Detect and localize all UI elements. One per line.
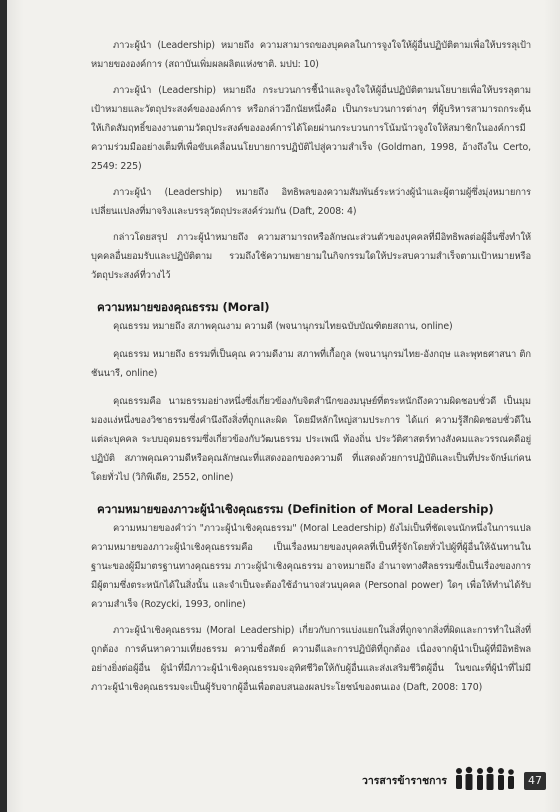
journal-title: วารสารข้าราชการ [362, 775, 448, 787]
page-number: 47 [524, 772, 546, 790]
page-content [91, 36, 531, 704]
heading-moral-leadership: ความหมายของภาวะผู้นำเชิงคุณธรรม (Definition of Moral Leadership) [97, 502, 494, 516]
paragraph-moral-leadership-1: ความหมายของคำว่า "ภาวะผู้นำเชิงคุณธรรม" (Moral Leadership) ยังไม่เป็นที่ชัดเจนนักหนึ่งในการแปลความหมายของภาวะผู้นำเชิงคุณธรรมคือ เป็นเรื่องหมายของบุคคลที่เป็นที่รู้จักโดยทั่วไปผู้ที่ผู้อื่นให้ฉันทานในฐานะของผู้มีมาตรฐานทางคุณธรรม ภาวะผู้นำเชิงคุณธรรม อาจหมายถึง อำนาจทางศีลธรรมซึ่งเป็นเรื่องของการมีผู้ตามซึ่งตระหนักได้ในสิ่งนั้น และจำเป็นจะต้องใช้อำนาจส่วนบุคคล (Personal power) ใดๆ เพื่อให้ทำนได้รับความสำเร็จ (Rozycki, 1993, online) [91, 523, 531, 610]
document-page [7, 0, 560, 812]
paragraph-leadership-2: ภาวะผู้นำ (Leadership) หมายถึง กระบวนการชี้นำและจูงใจให้ผู้อื่นปฏิบัติตามนโยบายเพื่อให้บรรลุตามเป้าหมายและวัตถุประสงค์ขององค์การ หรือกล่าวอีกนัยหนึ่งคือ เป็นกระบวนการต่างๆ ที่ผู้บริหารสามารถกระตุ้นให้เกิดสัมฤทธิ์ของงานตามวัตถุประสงค์ขององค์การได้โดยผ่านกระบวนการโน้มน้าวจูงใจให้สมาชิกในองค์การมีความร่วมมืออย่างเต็มที่เพื่อขับเคลื่อนนโยบายการปฏิบัติไปสู่ความสำเร็จ (Goldman, 1998, อ้างถึงใน Certo, 2549: 225) [91, 85, 531, 172]
paragraph-moral-2: คุณธรรม หมายถึง ธรรมที่เป็นคุณ ความดีงาม สภาพที่เกื้อกูล (พจนานุกรมไทย-อังกฤษ และพุทธศาสนา ติกชันนารี, online) [91, 349, 531, 379]
paragraph-leadership-3: ภาวะผู้นำ (Leadership) หมายถึง อิทธิพลของความสัมพันธ์ระหว่างผู้นำและผู้ตามผู้ซึ่งมุ่งหมายการเปลี่ยนแปลงที่มาจริงและบรรลุวัตถุประสงค์ร่วมกัน (Daft, 2008: 4) [91, 187, 531, 217]
paragraph-leadership-summary: กล่าวโดยสรุป ภาวะผู้นำหมายถึง ความสามารถหรือลักษณะส่วนตัวของบุคคลที่มีอิทธิพลต่อผู้อื่นซึ่งทำให้บุคคลอื่นยอมรับและปฏิบัติตาม รวมถึงใช้ความพยายามในกิจกรรมใดให้ประสบความสำเร็จตามเป้าหมายหรือวัตถุประสงค์ที่วางไว้ [91, 232, 531, 281]
paragraph-moral-3: คุณธรรมคือ นามธรรมอย่างหนึ่งซึ่งเกี่ยวข้องกับจิตสำนึกของมนุษย์ที่ตระหนักถึงความผิดชอบชั่วดี เป็นมุมมองแง่หนึ่งของวิชาธรรมซึ่งคำนึงถึงสิ่งที่ถูกและผิด โดยมีหลักใหญ่สามประการ ได้แก่ ความรู้สึกผิดชอบชั่วดีในแต่ละบุคคล ระบบอุดมธรรมซึ่งเกี่ยวข้องกับวัฒนธรรม ประเพณี ท้องถิ่น ประวัติศาสตร์ทางสังคมและวรรณคดีอยู่ปฏิบัติ สภาพคุณความดีหรือคุณลักษณะที่แสดงออกของความดี ที่แสดงด้วยการปฏิบัติและเป็นที่ประจักษ์แก่คนโดยทั่วไป (วิกิพีเดีย, 2552, online) [91, 396, 531, 483]
paragraph-moral-1: คุณธรรม หมายถึง สภาพคุณงาม ความดี (พจนานุกรมไทยฉบับบัณฑิตยสถาน, online) [113, 321, 453, 332]
heading-moral: ความหมายของคุณธรรม (Moral) [97, 300, 270, 314]
paragraph-leadership-1: ภาวะผู้นำ (Leadership) หมายถึง ความสามารถของบุคคลในการจูงใจให้ผู้อื่นปฏิบัติตามเพื่อให้บรรลุเป้าหมายขององค์การ (สถาบันเพิ่มผลผลิตแห่งชาติ. มปป: 10) [91, 40, 531, 70]
paragraph-moral-leadership-2: ภาวะผู้นำเชิงคุณธรรม (Moral Leadership) เกี่ยวกับการแบ่งแยกในสิ่งที่ถูกจากสิ่งที่ผิดและการทำในสิ่งที่ถูกต้อง การค้นหาความเที่ยงธรรม ความซื่อสัตย์ ความดีและการปฏิบัติที่ถูกต้อง เนื่องจากผู้นำเป็นผู้ที่มีอิทธิพลอย่างยิ่งต่อผู้อื่น ผู้นำที่มีภาวะผู้นำเชิงคุณธรรมจะอุทิศชีวิตให้กับผู้อื่นและส่งเสริมชีวิตผู้อื่น ในขณะที่ผู้นำที่ไม่มีภาวะผู้นำเชิงคุณธรรมจะเป็นผู้รับจากผู้อื่นเพื่อตอบสนองผลประโยชน์ของตนเอง (Daft, 2008: 170) [91, 625, 531, 693]
page-footer [362, 766, 557, 792]
